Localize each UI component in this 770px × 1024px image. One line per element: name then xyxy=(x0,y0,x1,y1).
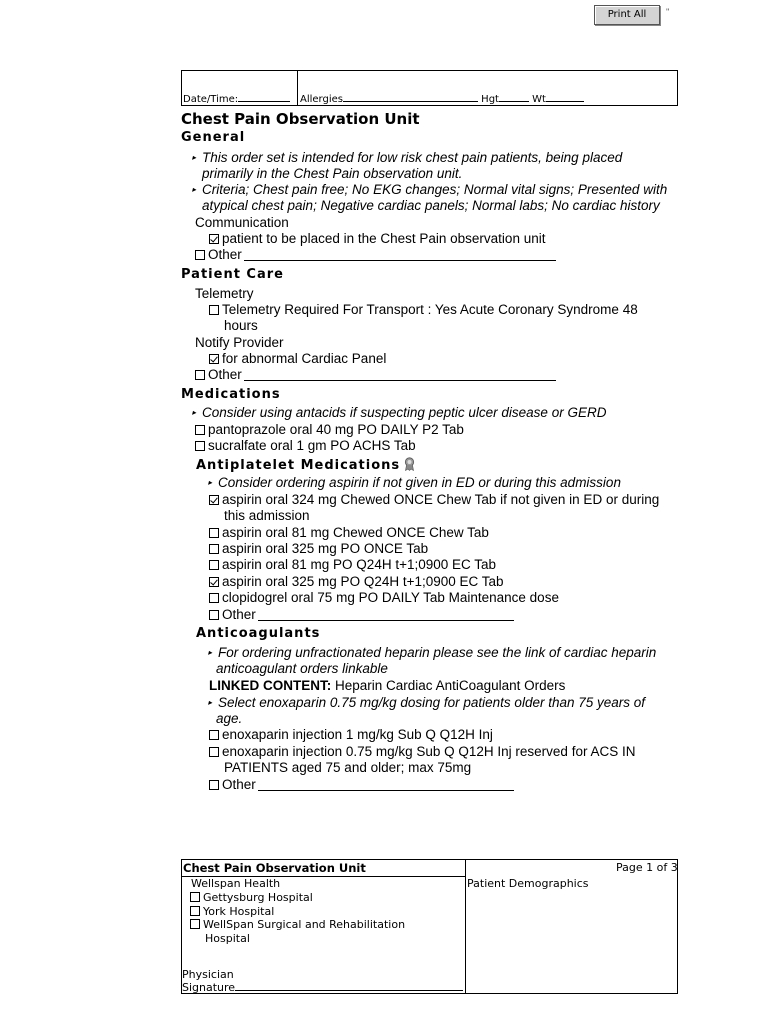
footer-signature-field[interactable] xyxy=(182,981,463,994)
allergies-blank xyxy=(343,92,478,102)
checkbox-icon[interactable] xyxy=(195,250,205,260)
wt-label: Wt xyxy=(532,94,546,105)
checkbox-icon[interactable] xyxy=(209,528,219,538)
medication-item-sucralfate[interactable]: sucralfate oral 1 gm PO ACHS Tab xyxy=(195,438,416,453)
checkbox-icon[interactable] xyxy=(209,305,219,315)
antiplatelet-item-aspirin-81-chew[interactable]: aspirin oral 81 mg Chewed ONCE Chew Tab xyxy=(209,525,489,540)
allergies-label: Allergies xyxy=(300,94,343,105)
anticoagulants-note-2-cont: age. xyxy=(216,711,243,726)
checkbox-checked-icon[interactable] xyxy=(209,234,219,244)
antiplatelet-item-aspirin-325-once[interactable]: aspirin oral 325 mg PO ONCE Tab xyxy=(209,541,428,556)
section-general-heading: General xyxy=(181,130,246,145)
communication-item[interactable]: patient to be placed in the Chest Pain observation unit xyxy=(209,231,545,246)
checkbox-icon[interactable] xyxy=(209,730,219,740)
linked-content-label: LINKED CONTENT: xyxy=(209,678,332,693)
print-all-button[interactable]: Print All xyxy=(594,5,660,25)
general-note-1-cont: primarily in the Chest Pain observation unit. xyxy=(202,166,463,181)
telemetry-label: Telemetry xyxy=(195,286,254,301)
anticoagulants-note-1: ▸ For ordering unfractionated heparin please see the link of cardiac heparin xyxy=(208,645,657,660)
general-note-1: ▸ This order set is intended for low risk chest pain patients, being placed xyxy=(192,150,623,165)
anticoagulants-other[interactable]: Other xyxy=(209,777,514,792)
section-antiplatelet-heading: Antiplatelet Medications xyxy=(196,457,415,473)
hgt-label: Hgt xyxy=(481,94,499,105)
checkbox-icon[interactable] xyxy=(209,747,219,757)
notify-provider-item[interactable]: for abnormal Cardiac Panel xyxy=(209,351,386,366)
linked-content[interactable] xyxy=(209,678,565,693)
checkbox-icon[interactable] xyxy=(209,560,219,570)
telemetry-item-cont: hours xyxy=(224,318,258,333)
general-note-2-cont: atypical chest pain; Negative cardiac panels; Normal labs; No cardiac history xyxy=(202,198,660,213)
general-other-line[interactable] xyxy=(244,248,556,261)
footer-page-number: Page 1 of 3 xyxy=(616,861,678,874)
patient-care-other-line[interactable] xyxy=(244,368,556,381)
datetime-blank xyxy=(238,92,290,102)
wt-blank xyxy=(546,92,584,102)
footer-title: Chest Pain Observation Unit xyxy=(183,861,366,875)
datetime-label: Date/Time: xyxy=(183,94,239,105)
medication-item-pantoprazole[interactable]: pantoprazole oral 40 mg PO DAILY P2 Tab xyxy=(195,422,464,437)
linked-content-link[interactable]: Heparin Cardiac AntiCoagulant Orders xyxy=(335,678,566,693)
general-other[interactable]: Other xyxy=(195,247,556,262)
anticoagulant-item-enoxaparin-075[interactable]: enoxaparin injection 0.75 mg/kg Sub Q Q12H Inj reserved for ACS IN xyxy=(209,744,635,759)
footer-hospital-gettysburg[interactable]: Gettysburg Hospital xyxy=(190,891,313,904)
section-patient-care-heading: Patient Care xyxy=(181,267,284,282)
award-ribbon-icon xyxy=(404,457,415,471)
telemetry-item[interactable]: Telemetry Required For Transport : Yes Acute Coronary Syndrome 48 xyxy=(209,302,638,317)
allergies-field[interactable] xyxy=(300,92,584,105)
general-note-2: ▸ Criteria; Chest pain free; No EKG changes; Normal vital signs; Presented with xyxy=(192,182,668,197)
bullet-arrow-icon: ▸ xyxy=(208,648,213,657)
antiplatelet-item-aspirin-324[interactable]: aspirin oral 324 mg Chewed ONCE Chew Tab if not given in ED or during xyxy=(209,492,659,507)
medications-note: ▸ Consider using antacids if suspecting peptic ulcer disease or GERD xyxy=(192,405,607,420)
datetime-field[interactable] xyxy=(183,92,290,105)
bullet-arrow-icon: ▸ xyxy=(192,185,197,194)
antiplatelet-other[interactable]: Other xyxy=(209,607,514,622)
header-divider xyxy=(297,70,298,106)
patient-care-other[interactable]: Other xyxy=(195,367,556,382)
antiplatelet-item-clopidogrel[interactable]: clopidogrel oral 75 mg PO DAILY Tab Maintenance dose xyxy=(209,590,559,605)
anticoagulant-item-enoxaparin-1[interactable]: enoxaparin injection 1 mg/kg Sub Q Q12H Inj xyxy=(209,727,493,742)
footer-hospital-wellspan-surgical-cont: Hospital xyxy=(205,932,250,945)
page-title: Chest Pain Observation Unit xyxy=(181,110,420,128)
anticoagulants-other-line[interactable] xyxy=(258,778,514,791)
checkbox-icon[interactable] xyxy=(190,919,200,929)
antiplatelet-item-aspirin-81-ec[interactable]: aspirin oral 81 mg PO Q24H t+1;0900 EC Tab xyxy=(209,557,496,572)
print-tick-mark: '' xyxy=(666,7,670,17)
footer-org: Wellspan Health xyxy=(191,877,281,890)
footer-physician-label: Physician xyxy=(182,968,234,981)
checkbox-checked-icon[interactable] xyxy=(209,577,219,587)
footer-hospital-wellspan-surgical[interactable]: WellSpan Surgical and Rehabilitation xyxy=(190,918,405,931)
notify-provider-label: Notify Provider xyxy=(195,335,284,350)
checkbox-checked-icon[interactable] xyxy=(209,354,219,364)
checkbox-icon[interactable] xyxy=(209,610,219,620)
bullet-arrow-icon: ▸ xyxy=(192,153,197,162)
checkbox-icon[interactable] xyxy=(195,425,205,435)
footer-patient-demographics: Patient Demographics xyxy=(467,877,589,890)
signature-line[interactable] xyxy=(235,981,463,991)
checkbox-icon[interactable] xyxy=(209,544,219,554)
footer-divider xyxy=(465,859,466,994)
anticoagulants-note-2: ▸ Select enoxaparin 0.75 mg/kg dosing for patients older than 75 years of xyxy=(208,695,646,710)
checkbox-icon[interactable] xyxy=(195,441,205,451)
antiplatelet-other-line[interactable] xyxy=(258,608,514,621)
antiplatelet-note: ▸ Consider ordering aspirin if not given in ED or during this admission xyxy=(208,475,621,490)
checkbox-icon[interactable] xyxy=(190,906,200,916)
antiplatelet-item-aspirin-325-ec[interactable]: aspirin oral 325 mg PO Q24H t+1;0900 EC Tab xyxy=(209,574,504,589)
section-medications-heading: Medications xyxy=(181,387,281,402)
section-anticoagulants-heading: Anticoagulants xyxy=(196,626,321,641)
anticoagulants-note-1-cont: anticoagulant orders linkable xyxy=(216,661,388,676)
checkbox-checked-icon[interactable] xyxy=(209,495,219,505)
checkbox-icon[interactable] xyxy=(209,593,219,603)
anticoagulant-item-enoxaparin-075-cont: PATIENTS aged 75 and older; max 75mg xyxy=(224,760,472,775)
checkbox-icon[interactable] xyxy=(209,780,219,790)
hgt-blank xyxy=(499,92,529,102)
antiplatelet-item-aspirin-324-cont: this admission xyxy=(224,508,310,523)
checkbox-icon[interactable] xyxy=(195,370,205,380)
bullet-arrow-icon: ▸ xyxy=(192,408,197,417)
communication-label: Communication xyxy=(195,215,289,230)
footer-signature-label: Signature xyxy=(182,981,236,994)
footer-hospital-york[interactable]: York Hospital xyxy=(190,905,274,918)
bullet-arrow-icon: ▸ xyxy=(208,478,213,487)
bullet-arrow-icon: ▸ xyxy=(208,698,213,707)
checkbox-icon[interactable] xyxy=(190,892,200,902)
